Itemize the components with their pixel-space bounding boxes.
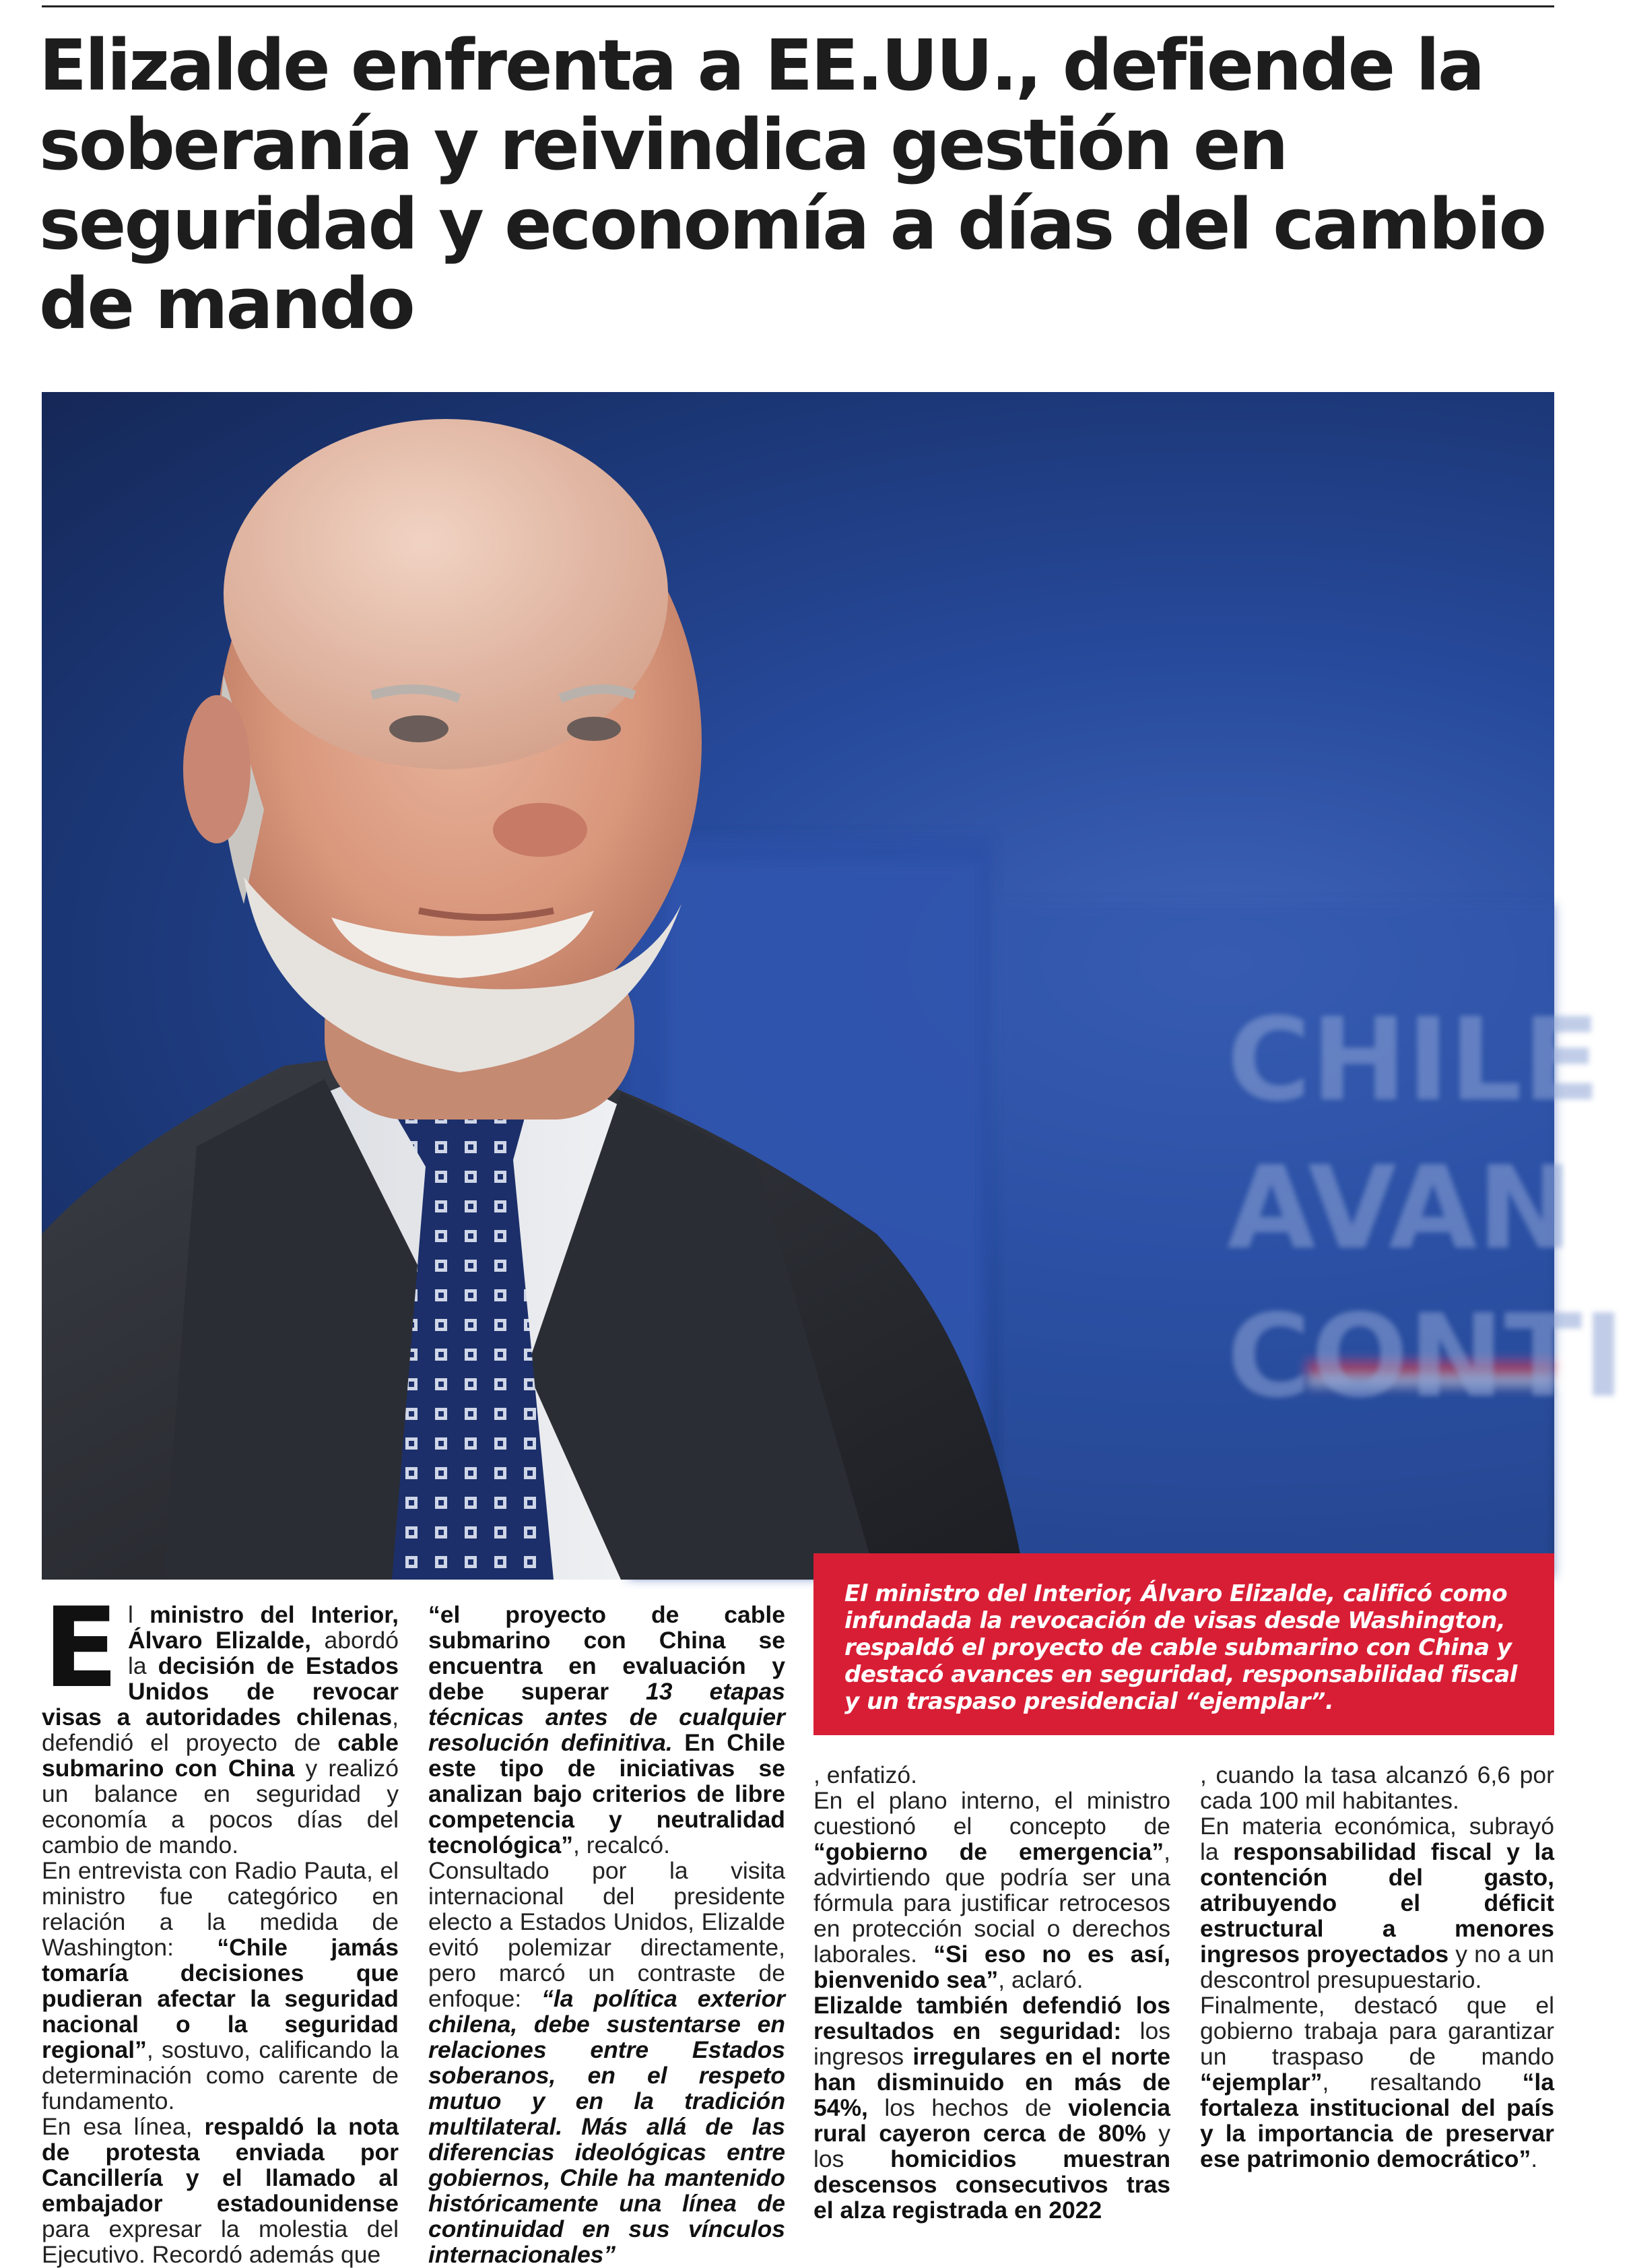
text: los hechos de <box>867 2094 1069 2121</box>
text-bold: En Chile este tipo de iniciativas se analizan bajo criterios de libre competencia y neutralidad tecnológica” <box>428 1729 785 1858</box>
article-column-2 <box>428 1602 785 2267</box>
text: y realizó un balance en seguridad y economía a pocos días del cambio de mando. <box>42 1755 399 1858</box>
text: y los <box>813 2120 1170 2172</box>
text: , advirtiendo que podría ser una fórmula para justificar retrocesos en protección social o derechos laborales. <box>813 1838 1170 1968</box>
paragraph <box>42 1858 399 2114</box>
text-bold: “ejemplar” <box>1200 2069 1323 2096</box>
text: abordó la <box>128 1627 399 1679</box>
text: En entrevista con Radio Pauta, el ministro fue categórico en relación a la medida de Washington: <box>42 1857 399 1961</box>
text-bold: 13 etapas técnicas antes de cualquier resolución definitiva. <box>428 1678 785 1756</box>
text-bold: decisión de Estados Unidos de revocar visas a autoridades chilenas <box>42 1652 399 1730</box>
text: . <box>1531 2145 1538 2172</box>
text: , enfatizó. <box>813 1761 917 1788</box>
article-column-1 <box>42 1584 399 2268</box>
paragraph <box>428 1602 785 1858</box>
paragraph <box>813 1992 1170 2223</box>
article-column-3 <box>813 1762 1170 2223</box>
paragraph <box>1200 1992 1554 2172</box>
text: , recalcó. <box>573 1832 671 1858</box>
top-rule <box>42 5 1554 7</box>
text-bold: “el proyecto de cable submarino con China se encuentra en evaluación y debe superar <box>428 1601 785 1705</box>
text: En materia económica, subrayó la <box>1200 1813 1554 1865</box>
text: En esa línea, <box>42 2113 205 2140</box>
paragraph <box>42 2114 399 2267</box>
text: l <box>128 1601 150 1628</box>
text-bold: “la política exterior chilena, debe sustentarse en relaciones entre Estados soberanos, en el respeto mutuo y en la tradición multilateral. Más allá de las diferencias ideológicas entre gobiernos, Chile ha mantenido históricamente una línea de continuidad en sus vínculos internacionales” <box>428 1985 785 2268</box>
photo-caption-box <box>813 1553 1554 1735</box>
backdrop-text: CONTI <box>1227 1290 1625 1423</box>
text: los ingresos <box>813 2017 1170 2070</box>
article-column-4 <box>1200 1762 1554 2172</box>
text-bold: Elizalde también defendió los resultados en seguridad: <box>813 1992 1170 2044</box>
text: , resaltando <box>1322 2069 1523 2096</box>
article-photo <box>42 392 1625 1580</box>
text: , sostuvo, calificando la determinación como carente de fundamento. <box>42 2036 399 2114</box>
text: , cuando la tasa alcanzó 6,6 por cada 100 mil habitantes. <box>1200 1761 1554 1814</box>
headline: Elizalde enfrenta a EE.UU., defiende la soberanía y reivindica gestión en seguridad y economía a días del cambio de mando <box>39 24 1545 345</box>
text-bold: “gobierno de emergencia” <box>813 1838 1164 1865</box>
text: , defendió el proyecto de <box>42 1704 399 1756</box>
backdrop-text: AVAN <box>1227 1142 1573 1275</box>
paragraph <box>42 1584 399 1858</box>
text: , aclaró. <box>998 1966 1084 1993</box>
text-bold: “la fortaleza institucional del país y la importancia de preservar ese patrimonio democrático” <box>1200 2069 1554 2172</box>
backdrop-text: CHILE <box>1227 994 1601 1127</box>
text: Finalmente, destacó que el gobierno trabaja para garantizar un traspaso de mando <box>1200 1992 1554 2070</box>
paragraph <box>428 1858 785 2267</box>
text-bold: ministro del Interior, Álvaro Elizalde, <box>128 1601 399 1654</box>
text: y no a un descontrol presupuestario. <box>1200 1941 1555 1993</box>
text: Consultado por la visita internacional del presidente electo a Estados Unidos, Elizalde evitó polemizar directamente, pero marcó un contraste de enfoque: <box>428 1857 785 2012</box>
paragraph <box>813 1762 1170 1788</box>
photo-caption: El ministro del Interior, Álvaro Elizalde, calificó como infundada la revocación de visas desde Washington, respaldó el proyecto de cable submarino con China y destacó avances en seguridad, responsabilidad fiscal y un traspaso presidencial “ejemplar”. <box>844 1580 1517 1715</box>
text-bold: violencia rural cayeron cerca de 80% <box>813 2094 1170 2147</box>
text: En el plano interno, el ministro cuestionó el concepto de <box>813 1787 1170 1840</box>
paragraph <box>1200 1762 1554 1813</box>
text-bold: homicidios muestran descensos consecutivos tras el alza registrada en 2022 <box>813 2145 1171 2224</box>
paragraph <box>1200 1813 1554 1992</box>
text-bold: “Chile jamás tomaría decisiones que pudieran afectar la seguridad nacional o la seguridad regional” <box>42 1934 399 2063</box>
text-bold: respaldó la nota de protesta enviada por Cancillería y el llamado al embajador estadounidense <box>42 2113 399 2217</box>
paragraph <box>813 1788 1170 1992</box>
text-bold: irregulares en el norte han disminuido en más de 54%, <box>813 2043 1170 2121</box>
text-bold: “Si eso no es así, bienvenido sea” <box>813 1941 1170 1993</box>
text: para expresar la molestia del Ejecutivo. Recordó además que <box>42 2215 399 2268</box>
text-bold: responsabilidad fiscal y la contención del gasto, atribuyendo el déficit estructural a menores ingresos proyectados <box>1200 1838 1554 1968</box>
text-bold: cable submarino con China <box>42 1729 399 1782</box>
drop-cap: E <box>43 1584 119 1712</box>
